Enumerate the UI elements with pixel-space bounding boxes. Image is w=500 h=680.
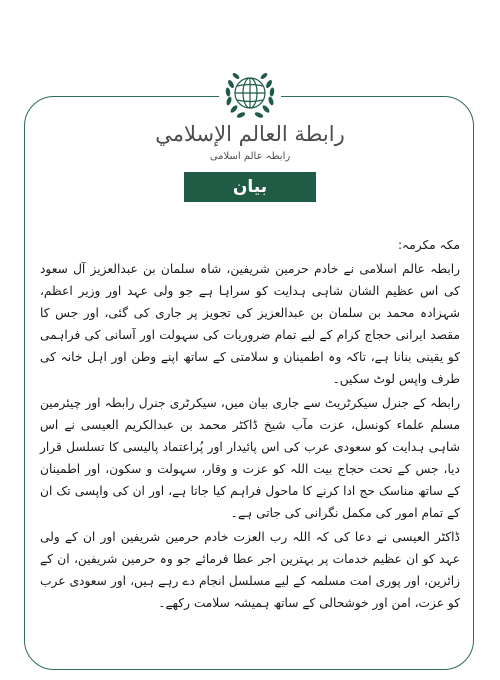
paragraph-1: رابطہ عالم اسلامی نے خادم حرمین شریفین، شاہ سلمان بن عبدالعزیز آل سعود کی اس عظیم الشان شاہی ہدایت کو سراہا ہے جو ولی عہد اور وزیر اعظم، شہزادہ محمد بن سلمان بن عبدالعزیز کی تجویز پر جاری کی گئی، اور جس کا مقصد ایرانی حجاج کرام کے لیے تمام ضروریات کی سہولت اور آسانی کی فراہمی کو یقینی بنانا ہے، تاکہ وہ اطمینان و سلامتی کے ساتھ اپنے وطن اور اہل خانہ کی طرف واپس لوٹ سکیں۔ xyxy=(40,262,460,386)
globe-wreath-emblem-icon xyxy=(219,62,281,124)
org-name-arabic: رابطة العالم الإسلامي xyxy=(155,122,345,146)
statement-body xyxy=(40,234,460,616)
statement-title-banner: بیان xyxy=(184,172,316,202)
paragraph-2: رابطہ کے جنرل سیکرٹریٹ سے جاری بیان میں، سیکرٹری جنرل رابطہ اور چیئرمین مسلم علماء کونسل، عزت مآب شیخ ڈاکٹر محمد بن عبدالکریم العیسی نے اس شاہی ہدایت کو سعودی عرب کی اس پائیدار اور پُراعتماد پالیسی کا تسلسل قرار دیا، جس کے تحت حجاج بیت اللہ کو عزت و وقار، سہولت و سکون، اور اطمینان کے ساتھ مناسک حج ادا کرنے کا ماحول فراہم کیا جاتا ہے، اور ان کی واپسی تک ان کے تمام امور کی مکمل نگرانی کی جاتی ہے۔ xyxy=(40,396,460,520)
dateline: مکہ مکرمہ: xyxy=(397,238,460,252)
paragraph-3: ڈاکٹر العیسی نے دعا کی کہ اللہ رب العزت خادم حرمین شریفین اور ان کے ولی عہد کو ان عظیم خدمات پر بہترین اجر عطا فرمائے جو وہ حرمین شریفین، ان کے زائرین، اور پوری امت مسلمہ کے لیے مسلسل انجام دے رہے ہیں، اور سعودی عرب کو عزت، امن اور خوشحالی کے ساتھ ہمیشہ سلامت رکھے۔ xyxy=(40,530,460,610)
org-name-urdu: رابطہ عالم اسلامی xyxy=(209,151,291,162)
